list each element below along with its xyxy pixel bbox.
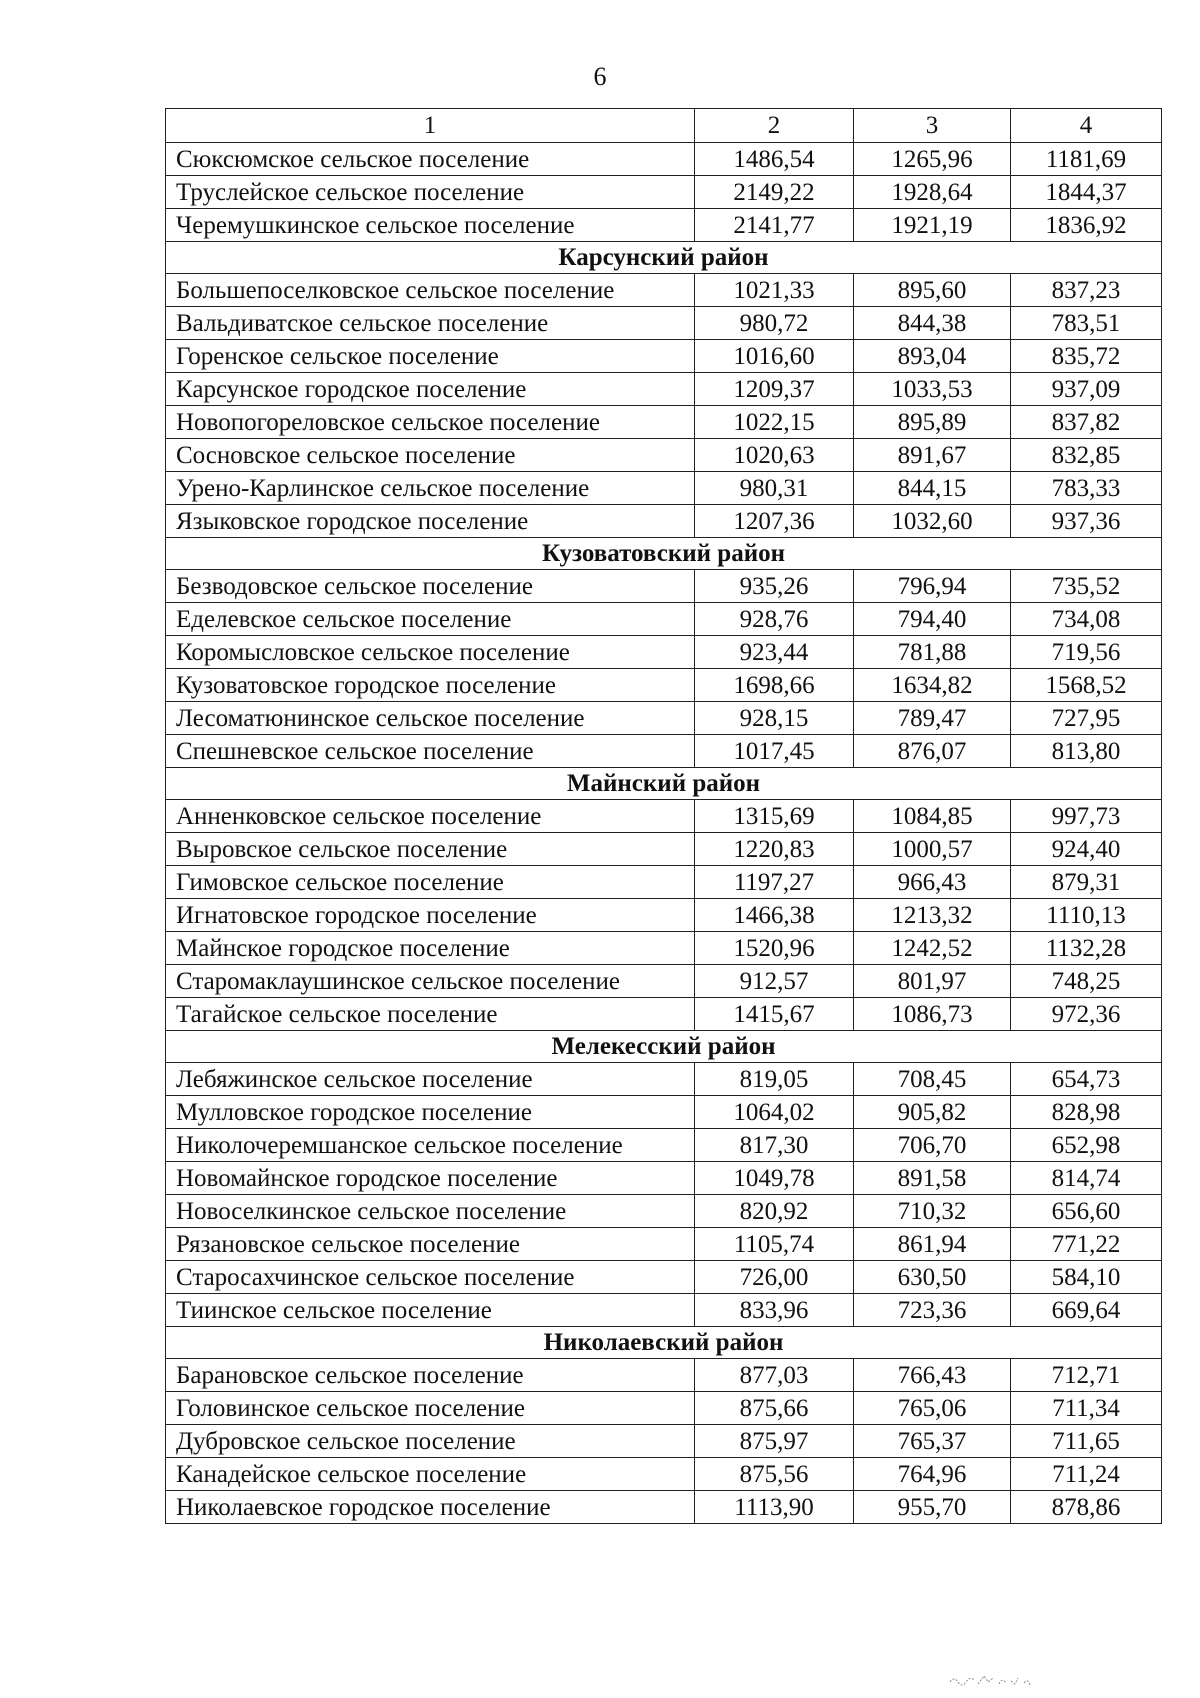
settlement-name-cell: Сосновское сельское поселение bbox=[166, 439, 695, 472]
table-row bbox=[166, 932, 1162, 965]
value-col2-cell: 817,30 bbox=[695, 1129, 854, 1162]
value-col3-cell: 1032,60 bbox=[854, 505, 1011, 538]
value-col3-cell: 708,45 bbox=[854, 1063, 1011, 1096]
table-row bbox=[166, 1261, 1162, 1294]
value-col4-cell: 748,25 bbox=[1011, 965, 1162, 998]
header-cell-1: 1 bbox=[166, 109, 695, 143]
value-col3-cell: 1000,57 bbox=[854, 833, 1011, 866]
value-col4-cell: 656,60 bbox=[1011, 1195, 1162, 1228]
table-row bbox=[166, 965, 1162, 998]
value-col3-cell: 844,15 bbox=[854, 472, 1011, 505]
table-row bbox=[166, 800, 1162, 833]
settlement-name-cell: Канадейское сельское поселение bbox=[166, 1458, 695, 1491]
value-col4-cell: 719,56 bbox=[1011, 636, 1162, 669]
settlement-name-cell: Рязановское сельское поселение bbox=[166, 1228, 695, 1261]
settlement-name-cell: Старосахчинское сельское поселение bbox=[166, 1261, 695, 1294]
settlement-name-cell: Николочеремшанское сельское поселение bbox=[166, 1129, 695, 1162]
value-col2-cell: 1415,67 bbox=[695, 998, 854, 1031]
table-row bbox=[166, 505, 1162, 538]
table-row bbox=[166, 636, 1162, 669]
value-col3-cell: 766,43 bbox=[854, 1359, 1011, 1392]
value-col4-cell: 837,23 bbox=[1011, 274, 1162, 307]
value-col2-cell: 1049,78 bbox=[695, 1162, 854, 1195]
value-col2-cell: 1016,60 bbox=[695, 340, 854, 373]
value-col3-cell: 1928,64 bbox=[854, 176, 1011, 209]
table-row bbox=[166, 702, 1162, 735]
value-col2-cell: 1466,38 bbox=[695, 899, 854, 932]
value-col3-cell: 893,04 bbox=[854, 340, 1011, 373]
value-col3-cell: 895,60 bbox=[854, 274, 1011, 307]
value-col3-cell: 789,47 bbox=[854, 702, 1011, 735]
value-col3-cell: 794,40 bbox=[854, 603, 1011, 636]
value-col3-cell: 1086,73 bbox=[854, 998, 1011, 1031]
table-row bbox=[166, 176, 1162, 209]
value-col2-cell: 928,76 bbox=[695, 603, 854, 636]
value-col4-cell: 783,51 bbox=[1011, 307, 1162, 340]
value-col2-cell: 1315,69 bbox=[695, 800, 854, 833]
table-row bbox=[166, 866, 1162, 899]
value-col2-cell: 928,15 bbox=[695, 702, 854, 735]
settlement-name-cell: Новопогореловское сельское поселение bbox=[166, 406, 695, 439]
value-col2-cell: 1017,45 bbox=[695, 735, 854, 768]
header-cell-3: 3 bbox=[854, 109, 1011, 143]
value-col2-cell: 820,92 bbox=[695, 1195, 854, 1228]
value-col4-cell: 937,36 bbox=[1011, 505, 1162, 538]
value-col4-cell: 771,22 bbox=[1011, 1228, 1162, 1261]
value-col4-cell: 813,80 bbox=[1011, 735, 1162, 768]
table-row bbox=[166, 669, 1162, 702]
district-title: Карсунский район bbox=[166, 242, 1162, 274]
value-col3-cell: 955,70 bbox=[854, 1491, 1011, 1524]
header-cell-2: 2 bbox=[695, 109, 854, 143]
settlement-name-cell: Кузоватовское городское поселение bbox=[166, 669, 695, 702]
table-row bbox=[166, 307, 1162, 340]
value-col4-cell: 1181,69 bbox=[1011, 143, 1162, 176]
value-col4-cell: 654,73 bbox=[1011, 1063, 1162, 1096]
table-row bbox=[166, 735, 1162, 768]
settlement-name-cell: Мулловское городское поселение bbox=[166, 1096, 695, 1129]
settlement-name-cell: Николаевское городское поселение bbox=[166, 1491, 695, 1524]
value-col2-cell: 1520,96 bbox=[695, 932, 854, 965]
value-col3-cell: 891,58 bbox=[854, 1162, 1011, 1195]
value-col4-cell: 1836,92 bbox=[1011, 209, 1162, 242]
table-row bbox=[166, 1458, 1162, 1491]
value-col2-cell: 875,56 bbox=[695, 1458, 854, 1491]
settlement-name-cell: Старомаклаушинское сельское поселение bbox=[166, 965, 695, 998]
value-col2-cell: 1020,63 bbox=[695, 439, 854, 472]
settlements-table bbox=[165, 108, 1162, 1524]
value-col4-cell: 972,36 bbox=[1011, 998, 1162, 1031]
table-row bbox=[166, 439, 1162, 472]
settlement-name-cell: Барановское сельское поселение bbox=[166, 1359, 695, 1392]
value-col2-cell: 1113,90 bbox=[695, 1491, 854, 1524]
value-col4-cell: 734,08 bbox=[1011, 603, 1162, 636]
value-col3-cell: 723,36 bbox=[854, 1294, 1011, 1327]
settlement-name-cell: Черемушкинское сельское поселение bbox=[166, 209, 695, 242]
table-row bbox=[166, 998, 1162, 1031]
value-col3-cell: 1634,82 bbox=[854, 669, 1011, 702]
value-col3-cell: 891,67 bbox=[854, 439, 1011, 472]
value-col2-cell: 923,44 bbox=[695, 636, 854, 669]
settlement-name-cell: Майнское городское поселение bbox=[166, 932, 695, 965]
table-row bbox=[166, 1359, 1162, 1392]
district-header-row bbox=[166, 1031, 1162, 1063]
settlement-name-cell: Горенское сельское поселение bbox=[166, 340, 695, 373]
settlement-name-cell: Сюксюмское сельское поселение bbox=[166, 143, 695, 176]
value-col3-cell: 1084,85 bbox=[854, 800, 1011, 833]
district-title: Николаевский район bbox=[166, 1327, 1162, 1359]
value-col4-cell: 783,33 bbox=[1011, 472, 1162, 505]
settlement-name-cell: Игнатовское городское поселение bbox=[166, 899, 695, 932]
value-col2-cell: 1486,54 bbox=[695, 143, 854, 176]
settlement-name-cell: Коромысловское сельское поселение bbox=[166, 636, 695, 669]
value-col2-cell: 980,72 bbox=[695, 307, 854, 340]
value-col3-cell: 905,82 bbox=[854, 1096, 1011, 1129]
settlement-name-cell: Лесоматюнинское сельское поселение bbox=[166, 702, 695, 735]
value-col2-cell: 912,57 bbox=[695, 965, 854, 998]
value-col3-cell: 765,37 bbox=[854, 1425, 1011, 1458]
value-col3-cell: 844,38 bbox=[854, 307, 1011, 340]
value-col3-cell: 876,07 bbox=[854, 735, 1011, 768]
table-row bbox=[166, 472, 1162, 505]
settlement-name-cell: Дубровское сельское поселение bbox=[166, 1425, 695, 1458]
table-row bbox=[166, 143, 1162, 176]
settlement-name-cell: Спешневское сельское поселение bbox=[166, 735, 695, 768]
value-col2-cell: 1064,02 bbox=[695, 1096, 854, 1129]
settlement-name-cell: Лебяжинское сельское поселение bbox=[166, 1063, 695, 1096]
district-title: Майнский район bbox=[166, 768, 1162, 800]
settlement-name-cell: Еделевское сельское поселение bbox=[166, 603, 695, 636]
value-col4-cell: 879,31 bbox=[1011, 866, 1162, 899]
value-col3-cell: 895,89 bbox=[854, 406, 1011, 439]
value-col3-cell: 710,32 bbox=[854, 1195, 1011, 1228]
value-col3-cell: 1921,19 bbox=[854, 209, 1011, 242]
settlement-name-cell: Урено-Карлинское сельское поселение bbox=[166, 472, 695, 505]
district-title: Кузоватовский район bbox=[166, 538, 1162, 570]
value-col3-cell: 861,94 bbox=[854, 1228, 1011, 1261]
district-title: Мелекесский район bbox=[166, 1031, 1162, 1063]
table-row bbox=[166, 1228, 1162, 1261]
table-row bbox=[166, 1129, 1162, 1162]
table-row bbox=[166, 209, 1162, 242]
value-col2-cell: 2141,77 bbox=[695, 209, 854, 242]
settlement-name-cell: Карсунское городское поселение bbox=[166, 373, 695, 406]
settlement-name-cell: Вальдиватское сельское поселение bbox=[166, 307, 695, 340]
value-col3-cell: 796,94 bbox=[854, 570, 1011, 603]
settlement-name-cell: Гимовское сельское поселение bbox=[166, 866, 695, 899]
value-col3-cell: 1265,96 bbox=[854, 143, 1011, 176]
value-col3-cell: 781,88 bbox=[854, 636, 1011, 669]
settlement-name-cell: Анненковское сельское поселение bbox=[166, 800, 695, 833]
value-col2-cell: 1207,36 bbox=[695, 505, 854, 538]
value-col3-cell: 764,96 bbox=[854, 1458, 1011, 1491]
table-row bbox=[166, 899, 1162, 932]
settlement-name-cell: Труслейское сельское поселение bbox=[166, 176, 695, 209]
table-row bbox=[166, 1294, 1162, 1327]
value-col4-cell: 832,85 bbox=[1011, 439, 1162, 472]
value-col2-cell: 980,31 bbox=[695, 472, 854, 505]
value-col3-cell: 1242,52 bbox=[854, 932, 1011, 965]
value-col2-cell: 726,00 bbox=[695, 1261, 854, 1294]
value-col2-cell: 1021,33 bbox=[695, 274, 854, 307]
value-col2-cell: 875,66 bbox=[695, 1392, 854, 1425]
value-col3-cell: 706,70 bbox=[854, 1129, 1011, 1162]
value-col4-cell: 711,24 bbox=[1011, 1458, 1162, 1491]
value-col4-cell: 584,10 bbox=[1011, 1261, 1162, 1294]
table-row bbox=[166, 1195, 1162, 1228]
value-col4-cell: 669,64 bbox=[1011, 1294, 1162, 1327]
table-row bbox=[166, 373, 1162, 406]
settlement-name-cell: Большепоселковское сельское поселение bbox=[166, 274, 695, 307]
settlement-name-cell: Головинское сельское поселение bbox=[166, 1392, 695, 1425]
district-header-row bbox=[166, 538, 1162, 570]
value-col3-cell: 801,97 bbox=[854, 965, 1011, 998]
value-col2-cell: 819,05 bbox=[695, 1063, 854, 1096]
value-col3-cell: 1213,32 bbox=[854, 899, 1011, 932]
settlement-name-cell: Тагайское сельское поселение bbox=[166, 998, 695, 1031]
table-header-row bbox=[166, 109, 1162, 143]
value-col2-cell: 1197,27 bbox=[695, 866, 854, 899]
value-col4-cell: 937,09 bbox=[1011, 373, 1162, 406]
value-col3-cell: 966,43 bbox=[854, 866, 1011, 899]
value-col2-cell: 1220,83 bbox=[695, 833, 854, 866]
district-header-row bbox=[166, 242, 1162, 274]
value-col4-cell: 1132,28 bbox=[1011, 932, 1162, 965]
value-col4-cell: 997,73 bbox=[1011, 800, 1162, 833]
settlement-name-cell: Безводовское сельское поселение bbox=[166, 570, 695, 603]
settlement-name-cell: Выровское сельское поселение bbox=[166, 833, 695, 866]
value-col4-cell: 735,52 bbox=[1011, 570, 1162, 603]
value-col4-cell: 835,72 bbox=[1011, 340, 1162, 373]
value-col2-cell: 1105,74 bbox=[695, 1228, 854, 1261]
value-col4-cell: 837,82 bbox=[1011, 406, 1162, 439]
value-col2-cell: 875,97 bbox=[695, 1425, 854, 1458]
value-col4-cell: 878,86 bbox=[1011, 1491, 1162, 1524]
value-col4-cell: 712,71 bbox=[1011, 1359, 1162, 1392]
table-row bbox=[166, 406, 1162, 439]
value-col2-cell: 1209,37 bbox=[695, 373, 854, 406]
value-col4-cell: 711,65 bbox=[1011, 1425, 1162, 1458]
table-row bbox=[166, 340, 1162, 373]
table-row bbox=[166, 274, 1162, 307]
table-row bbox=[166, 1425, 1162, 1458]
table-row bbox=[166, 833, 1162, 866]
value-col3-cell: 765,06 bbox=[854, 1392, 1011, 1425]
value-col3-cell: 1033,53 bbox=[854, 373, 1011, 406]
table-row bbox=[166, 1063, 1162, 1096]
table-row bbox=[166, 603, 1162, 636]
header-cell-4: 4 bbox=[1011, 109, 1162, 143]
value-col3-cell: 630,50 bbox=[854, 1261, 1011, 1294]
district-header-row bbox=[166, 1327, 1162, 1359]
value-col4-cell: 1568,52 bbox=[1011, 669, 1162, 702]
value-col2-cell: 2149,22 bbox=[695, 176, 854, 209]
table-row bbox=[166, 1392, 1162, 1425]
value-col4-cell: 828,98 bbox=[1011, 1096, 1162, 1129]
value-col2-cell: 1698,66 bbox=[695, 669, 854, 702]
value-col2-cell: 935,26 bbox=[695, 570, 854, 603]
table-row bbox=[166, 1491, 1162, 1524]
value-col4-cell: 814,74 bbox=[1011, 1162, 1162, 1195]
value-col4-cell: 711,34 bbox=[1011, 1392, 1162, 1425]
value-col4-cell: 1844,37 bbox=[1011, 176, 1162, 209]
value-col4-cell: 1110,13 bbox=[1011, 899, 1162, 932]
table-row bbox=[166, 570, 1162, 603]
value-col4-cell: 727,95 bbox=[1011, 702, 1162, 735]
settlement-name-cell: Новоселкинское сельское поселение bbox=[166, 1195, 695, 1228]
district-header-row bbox=[166, 768, 1162, 800]
table-row bbox=[166, 1096, 1162, 1129]
value-col4-cell: 652,98 bbox=[1011, 1129, 1162, 1162]
table-row bbox=[166, 1162, 1162, 1195]
page-number: 6 bbox=[593, 62, 607, 91]
settlement-name-cell: Тиинское сельское поселение bbox=[166, 1294, 695, 1327]
settlement-name-cell: Языковское городское поселение bbox=[166, 505, 695, 538]
value-col2-cell: 833,96 bbox=[695, 1294, 854, 1327]
value-col2-cell: 877,03 bbox=[695, 1359, 854, 1392]
signature-scribble bbox=[948, 1668, 1068, 1690]
settlement-name-cell: Новомайнское городское поселение bbox=[166, 1162, 695, 1195]
value-col4-cell: 924,40 bbox=[1011, 833, 1162, 866]
value-col2-cell: 1022,15 bbox=[695, 406, 854, 439]
